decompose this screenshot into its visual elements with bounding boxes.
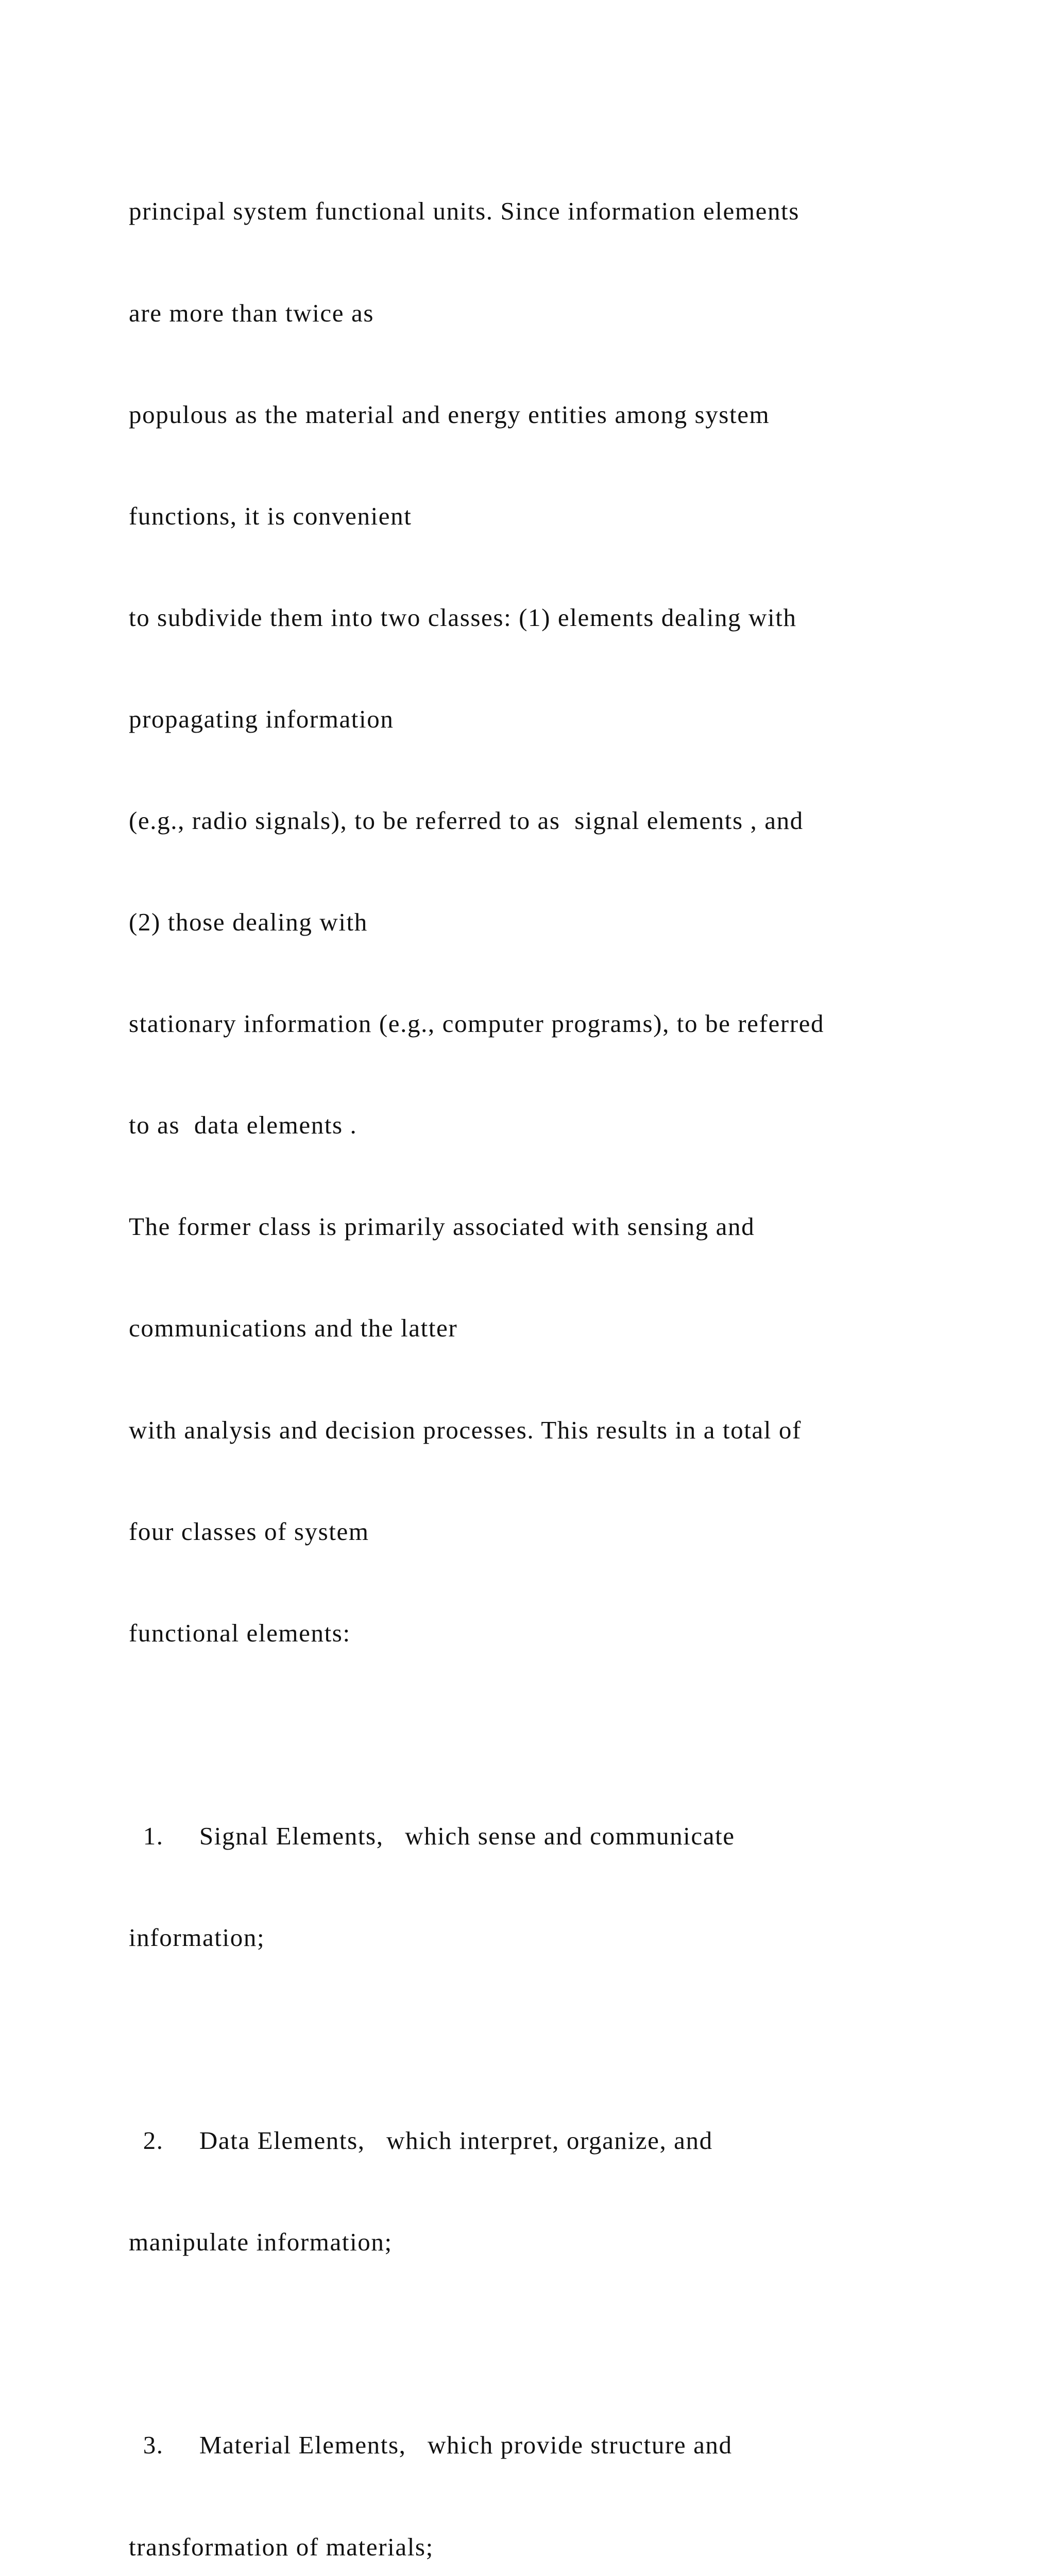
text-line: (2) those dealing with <box>129 908 368 937</box>
text-line: functional elements: <box>129 1618 351 1647</box>
list-item-1-line: 1. Signal Elements, which sense and communicate <box>129 1821 735 1850</box>
list-item-2-line: 2. Data Elements, which interpret, organize, and <box>129 2126 713 2155</box>
text-line: stationary information (e.g., computer programs), to be referred <box>129 1009 825 1038</box>
blank-line <box>129 2327 1015 2361</box>
list-item-1-continuation: information; <box>129 1923 265 1952</box>
text-line: The former class is primarily associated with sensing and <box>129 1212 755 1241</box>
text-line: populous as the material and energy entities among system <box>129 400 770 429</box>
list-item-3-continuation: transformation of materials; <box>129 2532 434 2561</box>
text-line: with analysis and decision processes. This results in a total of <box>129 1415 802 1444</box>
list-item-2-continuation: manipulate information; <box>129 2228 393 2257</box>
text-line: propagating information <box>129 704 394 733</box>
list-item-3-line: 3. Material Elements, which provide structure and <box>129 2431 733 2460</box>
text-line: are more than twice as <box>129 298 374 327</box>
document-text <box>129 127 1015 2576</box>
blank-line <box>129 1718 1015 1752</box>
text-line: principal system functional units. Since information elements <box>129 197 799 226</box>
text-line: to subdivide them into two classes: (1) elements dealing with <box>129 603 797 632</box>
blank-line <box>129 2022 1015 2056</box>
text-line: functions, it is convenient <box>129 501 412 530</box>
text-line: (e.g., radio signals), to be referred to as signal elements , and <box>129 806 804 835</box>
text-line: to as data elements . <box>129 1111 358 1140</box>
text-line: four classes of system <box>129 1517 369 1546</box>
text-line: communications and the latter <box>129 1314 458 1343</box>
